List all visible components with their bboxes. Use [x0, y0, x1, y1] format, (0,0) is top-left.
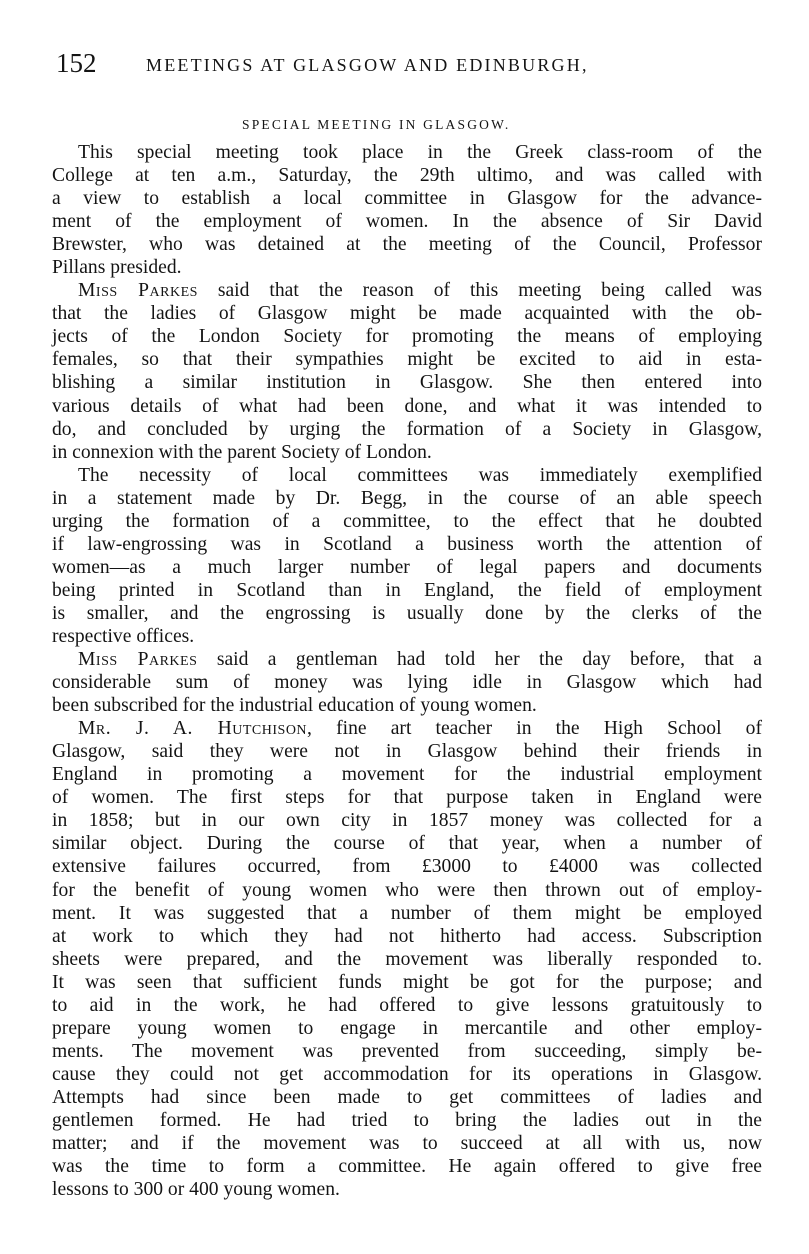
- text-line: various details of what had been done, and what it was intended to: [52, 395, 762, 417]
- text-line: in a statement made by Dr. Begg, in the course of an able speech: [52, 487, 762, 509]
- text-line: extensive failures occurred, from £3000 to £4000 was collected: [52, 856, 762, 878]
- running-header: [56, 48, 776, 88]
- text-line: ment of the employment of women. In the absence of Sir David: [52, 211, 762, 233]
- text-line: at work to which they had not hitherto had access. Subscription: [52, 925, 762, 947]
- page-number: 152: [56, 48, 97, 78]
- text-line: jects of the London Society for promoting the means of employing: [52, 326, 762, 348]
- text-line: being printed in Scotland than in England, the field of employment: [52, 579, 762, 601]
- text-line: The necessity of local committees was immediately exemplified: [78, 464, 762, 486]
- text-line: Mr. J. A. Hutchison, fine art teacher in the High School of: [78, 718, 762, 740]
- text-line: England in promoting a movement for the industrial employment: [52, 764, 762, 786]
- body-text: [52, 141, 762, 1201]
- text-line: urging the formation of a committee, to the effect that he doubted: [52, 510, 762, 532]
- text-line: for the benefit of young women who were then thrown out of employ-: [52, 879, 762, 901]
- text-line: sheets were prepared, and the movement was liberally responded to.: [52, 948, 762, 970]
- text-line: Pillans presided.: [52, 257, 182, 279]
- text-line: ments. The movement was prevented from succeeding, simply be-: [52, 1040, 762, 1062]
- text-line: matter; and if the movement was to succeed at all with us, now: [52, 1133, 762, 1155]
- text-line: been subscribed for the industrial education of young women.: [52, 695, 537, 717]
- text-line: considerable sum of money was lying idle in Glasgow which had: [52, 672, 762, 694]
- text-line: if law-engrossing was in Scotland a business worth the attention of: [52, 533, 762, 555]
- speaker-name: Miss Parkes: [78, 649, 198, 671]
- speaker-name: Mr. J. A. Hutchison: [78, 718, 308, 740]
- text-line: in 1858; but in our own city in 1857 money was collected for a: [52, 810, 762, 832]
- text-line: was the time to form a committee. He again offered to give free: [52, 1156, 762, 1178]
- text-line: College at ten a.m., Saturday, the 29th ultimo, and was called with: [52, 165, 762, 187]
- text-line: similar object. During the course of that year, when a number of: [52, 833, 762, 855]
- speaker-name: Miss Parkes: [78, 280, 198, 302]
- text-line: in connexion with the parent Society of London.: [52, 441, 432, 463]
- text-line: a view to establish a local committee in Glasgow for the advance-: [52, 188, 762, 210]
- text-line: gentlemen formed. He had tried to bring the ladies out in the: [52, 1109, 762, 1131]
- text-line: to aid in the work, he had offered to give lessons gratuitously to: [52, 994, 762, 1016]
- text-line: Miss Parkes said a gentleman had told her the day before, that a: [78, 649, 763, 671]
- text-line: is smaller, and the engrossing is usually done by the clerks of the: [52, 602, 762, 624]
- running-head: MEETINGS AT GLASGOW AND EDINBURGH,: [146, 55, 589, 75]
- text-line: blishing a similar institution in Glasgow. She then entered into: [52, 372, 762, 394]
- text-line: Miss Parkes said that the reason of this meeting being called was: [78, 280, 762, 302]
- text-line: Attempts had since been made to get committees of ladies and: [52, 1086, 762, 1108]
- text-line: that the ladies of Glasgow might be made acquainted with the ob-: [52, 303, 762, 325]
- text-line: Brewster, who was detained at the meeting of the Council, Professor: [52, 234, 762, 256]
- section-title: SPECIAL MEETING IN GLASGOW.: [242, 117, 511, 132]
- text-line: prepare young women to engage in mercantile and other employ-: [52, 1017, 762, 1039]
- text-line: do, and concluded by urging the formation of a Society in Glasgow,: [52, 418, 762, 440]
- text-line: of women. The first steps for that purpose taken in England were: [52, 787, 762, 809]
- text-line: lessons to 300 or 400 young women.: [52, 1179, 340, 1201]
- text-line: It was seen that sufficient funds might be got for the purpose; and: [52, 971, 762, 993]
- text-line: cause they could not get accommodation for its operations in Glasgow.: [52, 1063, 762, 1085]
- text-line: women—as a much larger number of legal papers and documents: [52, 556, 762, 578]
- text-line: respective offices.: [52, 625, 195, 647]
- text-line: This special meeting took place in the Greek class-room of the: [78, 142, 762, 163]
- text-line: Glasgow, said they were not in Glasgow behind their friends in: [52, 741, 762, 763]
- text-line: females, so that their sympathies might be excited to aid in esta-: [52, 349, 762, 371]
- text-line: ment. It was suggested that a number of them might be employed: [52, 902, 762, 924]
